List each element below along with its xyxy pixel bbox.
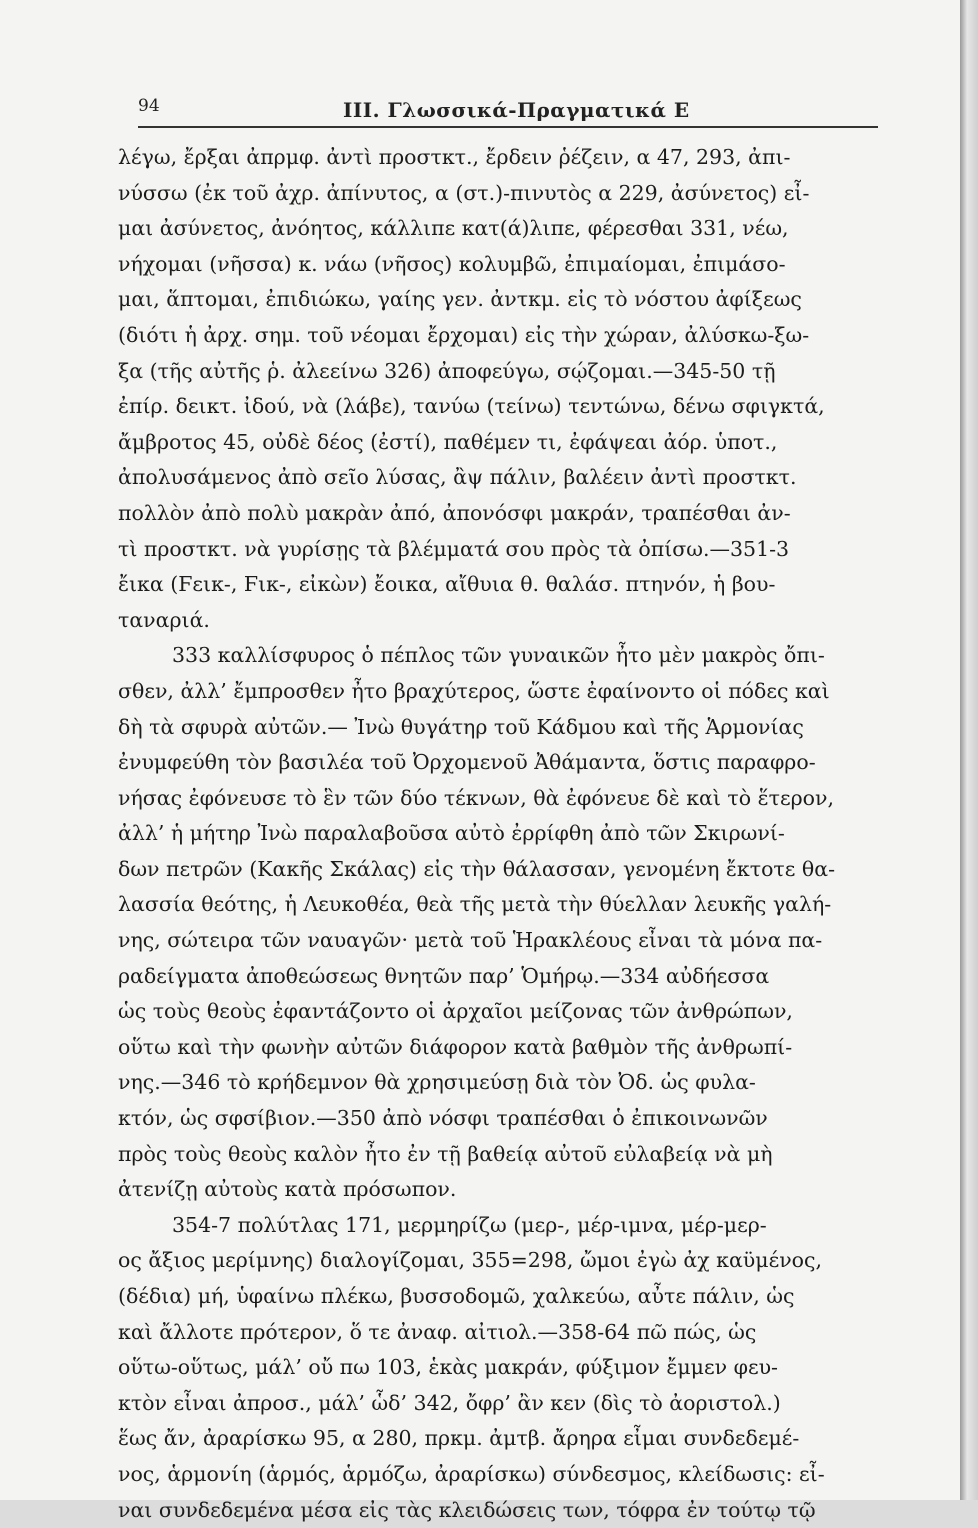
text-line: οὕτω-οὕτως, μάλ’ οὔ πω 103, ἑκὰς μακράν, φύξιμον ἔμμεν φευ- bbox=[118, 1355, 778, 1380]
text-line: νος, ἁρμονίη (ἁρμός, ἁρμόζω, ἀραρίσκω) σύνδεσμος, κλείδωσις: εἶ- bbox=[118, 1461, 825, 1486]
text-line: ταναριά. bbox=[118, 607, 210, 632]
text-line: ἔικα (Ϝεικ-, Ϝικ-, εἰκὼν) ἔοικα, αἴθυια θ. θαλάσ. πτηνόν, ἡ βου- bbox=[118, 572, 776, 597]
text-line: οὕτω καὶ τὴν φωνὴν αὐτῶν διάφορον κατὰ βαθμὸν τῆς ἀνθρωπί- bbox=[118, 1034, 793, 1059]
text-line: ὡς τοὺς θεοὺς ἐφαντάζοντο οἱ ἀρχαῖοι μείζονας τῶν ἀνθρώπων, bbox=[118, 999, 793, 1024]
text-line: δων πετρῶν (Κακῆς Σκάλας) εἰς τὴν θάλασσαν, γενομένη ἔκτοτε θα- bbox=[118, 856, 836, 881]
text-line: καὶ ἄλλοτε πρότερον, ὅ τε ἀναφ. αἰτιολ.—358-64 πῶ πώς, ὡς bbox=[118, 1319, 757, 1344]
body-text bbox=[118, 140, 880, 1528]
text-line: νης, σώτειρα τῶν ναυαγῶν· μετὰ τοῦ Ἡρακλέους εἶναι τὰ μόνα πα- bbox=[118, 928, 823, 953]
text-line: κτόν, ὡς σφσίβιον.—350 ἀπὸ νόσφι τραπέσθαι ὁ ἐπικοινωνῶν bbox=[118, 1106, 768, 1131]
page-edge bbox=[960, 0, 978, 1500]
page-header bbox=[138, 96, 878, 126]
text-line: σθεν, ἀλλ’ ἔμπροσθεν ἦτο βραχύτερος, ὥστε ἐφαίνοντο οἱ πόδες καὶ bbox=[118, 678, 830, 703]
text-line: λασσία θεότης, ἡ Λευκοθέα, θεὰ τῆς μετὰ τὴν θύελλαν λευκῆς γαλή- bbox=[118, 892, 832, 917]
text-line: (δέδια) μή, ὑφαίνω πλέκω, βυσσοδομῶ, χαλκεύω, αὖτε πάλιν, ὡς bbox=[118, 1284, 795, 1308]
text-line: νης.—346 τὸ κρήδεμνον θὰ χρησιμεύσῃ διὰ τὸν Ὀδ. ὡς φυλα- bbox=[118, 1070, 756, 1095]
header-rule bbox=[138, 126, 878, 128]
text-line: ἐπίρ. δεικτ. ἰδού, νὰ (λάβε), τανύω (τείνω) τεντώνω, δένω σφιγκτά, bbox=[118, 394, 825, 419]
text-line: ἄμβροτος 45, οὐδὲ δέος (ἐστί), παθέμεν τι, ἐφάψεαι ἀόρ. ὑποτ., bbox=[118, 429, 778, 454]
text-line: νήχομαι (νῆσσα) κ. νάω (νῆσος) κολυμβῶ, ἐπιμαίομαι, ἐπιμάσο- bbox=[118, 251, 786, 276]
text-line: κτὸν εἶναι ἀπροσ., μάλ’ ὧδ’ 342, ὄφρ’ ἂν κεν (δὶς τὸ ἀοριστολ.) bbox=[118, 1390, 781, 1415]
page-number: 94 bbox=[138, 96, 160, 116]
text-line: ἕως ἄν, ἀραρίσκω 95, α 280, πρκμ. ἀμτβ. ἄρηρα εἶμαι συνδεδεμέ- bbox=[118, 1426, 800, 1451]
text-line: νύσσω (ἐκ τοῦ ἀχρ. ἀπίνυτος, α (στ.)-πινυτὸς α 229, ἀσύνετος) εἶ- bbox=[118, 180, 810, 205]
text-line: ἀλλ’ ἡ μήτηρ Ἰνὼ παραλαβοῦσα αὐτὸ ἐρρίφθη ἀπὸ τῶν Σκιρωνί- bbox=[118, 821, 785, 846]
text-line: λέγω, ἔρξαι ἀπρμφ. ἀντὶ προστκτ., ἔρδειν ῥέζειν, α 47, 293, ἀπι- bbox=[118, 145, 791, 169]
text-line: τὶ προστκτ. νὰ γυρίσῃς τὰ βλέμματά σου πρὸς τὰ ὀπίσω.—351-3 bbox=[118, 536, 790, 561]
paragraph-start: 333 καλλίσφυρος ὁ πέπλος τῶν γυναικῶν ἦτο μὲν μακρὸς ὄπι- bbox=[172, 643, 825, 668]
text-line: μαι ἀσύνετος, ἀνόητος, κάλλιπε κατ(ά)λιπε, φέρεσθαι 331, νέω, bbox=[118, 216, 789, 241]
text-line: δὴ τὰ σφυρὰ αὐτῶν.— Ἰνὼ θυγάτηρ τοῦ Κάδμου καὶ τῆς Ἁρμονίας bbox=[118, 714, 804, 739]
text-line: μαι, ἅπτομαι, ἐπιδιώκω, γαίης γεν. ἀντκμ. εἰς τὸ νόστου ἀφίξεως bbox=[118, 287, 802, 312]
text-line: ἀτενίζῃ αὐτοὺς κατὰ πρόσωπον. bbox=[118, 1177, 457, 1202]
text-line: ραδείγματα ἀποθεώσεως θνητῶν παρ’ Ὁμήρῳ.—334 αὐδήεσσα bbox=[118, 963, 770, 988]
text-line: ναι συνδεδεμένα μέσα εἰς τὰς κλειδώσεις των, τόφρα ἐν τούτῳ τῷ bbox=[118, 1497, 816, 1522]
text-line: ἀπολυσάμενος ἀπὸ σεῖο λύσας, ἂψ πάλιν, βαλέειν ἀντὶ προστκτ. bbox=[118, 465, 797, 490]
text-line: πολλὸν ἀπὸ πολὺ μακρὰν ἀπό, ἀπονόσφι μακράν, τραπέσθαι ἀν- bbox=[118, 500, 791, 525]
text-line: νήσας ἐφόνευσε τὸ ἓν τῶν δύο τέκνων, θὰ ἐφόνευε δὲ καὶ τὸ ἕτερον, bbox=[118, 785, 834, 810]
text-line: ος ἄξιος μερίμνης) διαλογίζομαι, 355=298, ὤμοι ἐγὼ ἀχ καϋμένος, bbox=[118, 1248, 823, 1273]
text-line: πρὸς τοὺς θεοὺς καλὸν ἦτο ἐν τῇ βαθείᾳ αὐτοῦ εὐλαβείᾳ νὰ μὴ bbox=[118, 1141, 773, 1166]
running-title: III. Γλωσσικά-Πραγματικά Ε bbox=[343, 98, 690, 122]
paragraph-start: 354-7 πολύτλας 171, μερμηρίζω (μερ-, μέρ-ιμνα, μέρ-μερ- bbox=[172, 1212, 767, 1237]
text-line: (διότι ἡ ἀρχ. σημ. τοῦ νέομαι ἔρχομαι) εἰς τὴν χώραν, ἀλύσκω-ξω- bbox=[118, 322, 810, 347]
text-line: ξα (τῆς αὐτῆς ῥ. ἀλεείνω 326) ἀποφεύγω, σῴζομαι.—345-50 τῇ bbox=[118, 358, 776, 383]
text-line: ἐνυμφεύθη τὸν βασιλέα τοῦ Ὀρχομενοῦ Ἀθάμαντα, ὅστις παραφρο- bbox=[118, 750, 816, 775]
